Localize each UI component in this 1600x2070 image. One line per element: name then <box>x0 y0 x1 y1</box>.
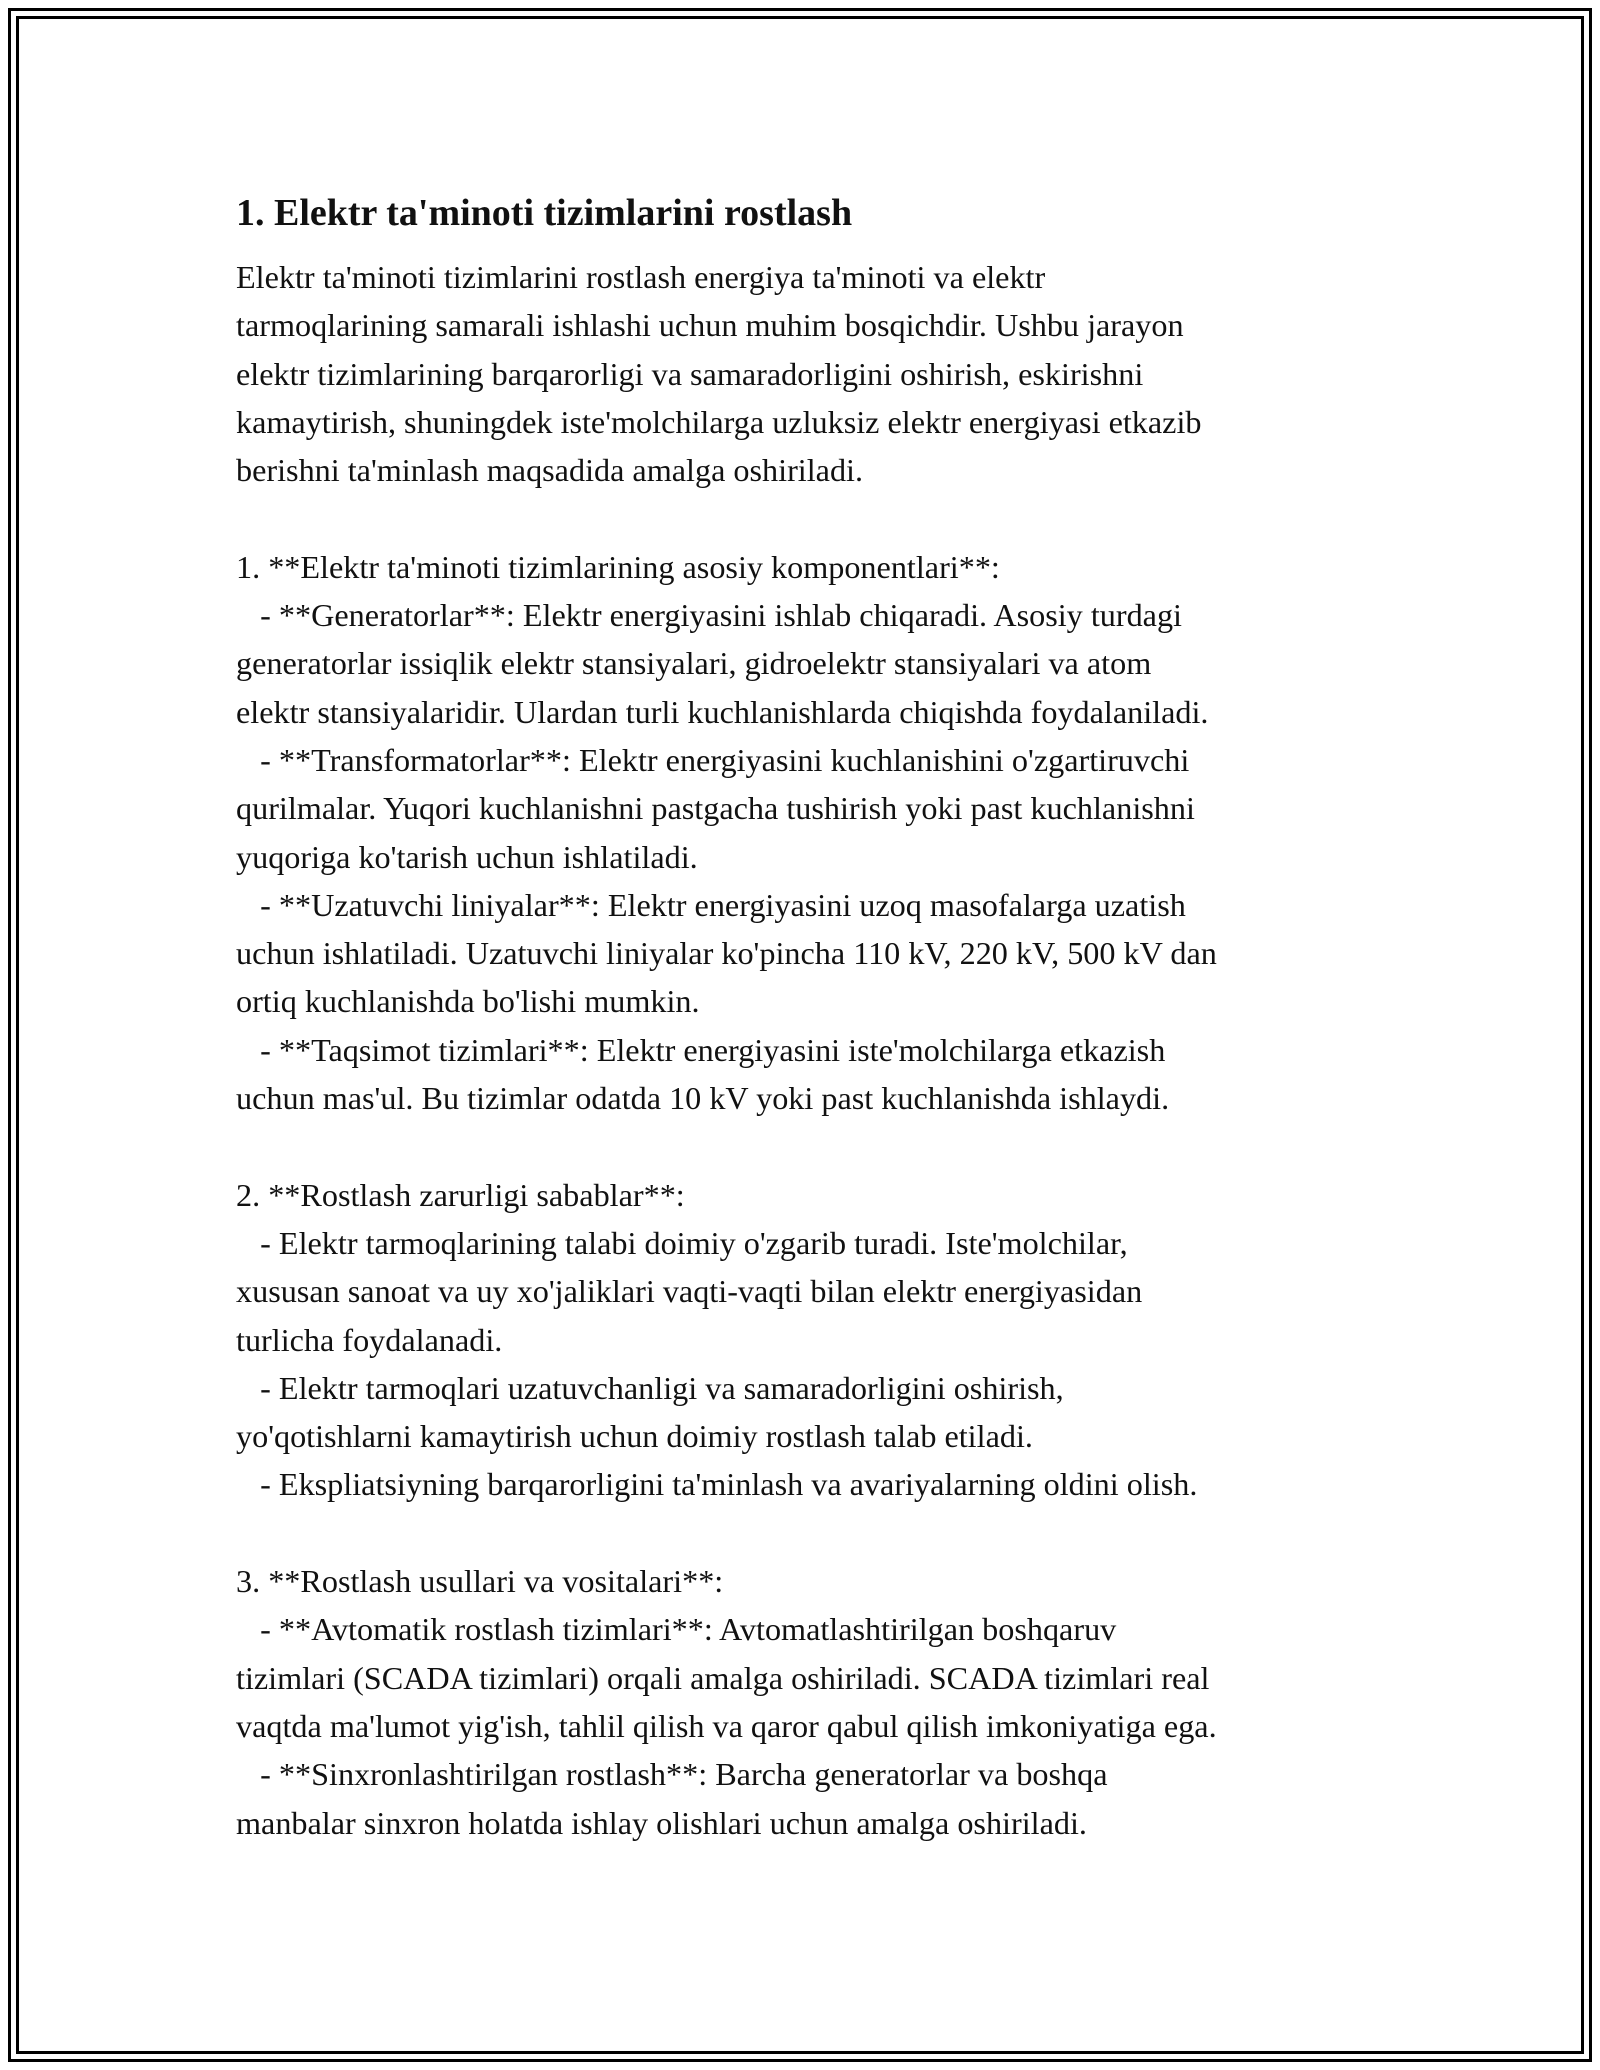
text-line: uchun ishlatiladi. Uzatuvchi liniyalar ko'pincha 110 kV, 220 kV, 500 kV dan <box>236 935 1217 972</box>
text-line: tizimlari (SCADA tizimlari) orqali amalga oshiriladi. SCADA tizimlari real <box>236 1659 1210 1696</box>
blank-line <box>236 1509 1366 1557</box>
text-line: - **Uzatuvchi liniyalar**: Elektr energiyasini uzoq masofalarga uzatish <box>236 886 1186 923</box>
text-line: - **Sinxronlashtirilgan rostlash**: Barcha generatorlar va boshqa <box>236 1756 1108 1793</box>
text-line: 2. **Rostlash zarurligi sabablar**: <box>236 1176 685 1213</box>
text-line: tarmoqlarining samarali ishlashi uchun muhim bosqichdir. Ushbu jarayon <box>236 307 1184 344</box>
text-line: elektr tizimlarining barqarorligi va samaradorligini oshirish, eskirishni <box>236 355 1144 392</box>
text-line: generatorlar issiqlik elektr stansiyalari, gidroelektr stansiyalari va atom <box>236 645 1152 682</box>
document-content <box>236 185 1366 1847</box>
blank-line <box>236 494 1366 542</box>
text-line: - Ekspliatsiyning barqarorligini ta'minlash va avariyalarning oldini olish. <box>236 1466 1198 1503</box>
text-line: - **Avtomatik rostlash tizimlari**: Avtomatlashtirilgan boshqaruv <box>236 1611 1117 1648</box>
text-line: 1. **Elektr ta'minoti tizimlarining asosiy komponentlari**: <box>236 548 1000 585</box>
text-line: ortiq kuchlanishda bo'lishi mumkin. <box>236 983 700 1020</box>
text-line: - Elektr tarmoqlarining talabi doimiy o'zgarib turadi. Iste'molchilar, <box>236 1224 1128 1261</box>
text-line: - Elektr tarmoqlari uzatuvchanligi va samaradorligini oshirish, <box>236 1369 1064 1406</box>
text-line: - **Generatorlar**: Elektr energiyasini ishlab chiqaradi. Asosiy turdagi <box>236 597 1182 634</box>
blank-line <box>236 1122 1366 1170</box>
text-line: Elektr ta'minoti tizimlarini rostlash energiya ta'minoti va elektr <box>236 259 1046 295</box>
text-line: yo'qotishlarni kamaytirish uchun doimiy rostlash talab etiladi. <box>236 1418 1033 1455</box>
text-line: - **Transformatorlar**: Elektr energiyasini kuchlanishini o'zgartiruvchi <box>236 741 1190 778</box>
text-line: vaqtda ma'lumot yig'ish, tahlil qilish va qaror qabul qilish imkoniyatiga ega. <box>236 1707 1217 1744</box>
text-line: yuqoriga ko'tarish uchun ishlatiladi. <box>236 838 698 875</box>
text-line: turlicha foydalanadi. <box>236 1321 503 1358</box>
text-line: elektr stansiyalaridir. Ulardan turli kuchlanishlarda chiqishda foydalaniladi. <box>236 693 1209 730</box>
text-line: berishni ta'minlash maqsadida amalga oshiriladi. <box>236 452 864 489</box>
document-body <box>236 253 1366 1847</box>
text-line: - **Taqsimot tizimlari**: Elektr energiyasini iste'molchilarga etkazish <box>236 1031 1166 1068</box>
text-line: uchun mas'ul. Bu tizimlar odatda 10 kV yoki past kuchlanishda ishlaydi. <box>236 1080 1170 1117</box>
text-line: kamaytirish, shuningdek iste'molchilarga uzluksiz elektr energiyasi etkazib <box>236 403 1202 440</box>
document-title: 1. Elektr ta'minoti tizimlarini rostlash <box>236 192 853 234</box>
text-line: 3. **Rostlash usullari va vositalari**: <box>236 1563 724 1600</box>
text-line: manbalar sinxron holatda ishlay olishlari uchun amalga oshiriladi. <box>236 1804 1087 1841</box>
text-line: qurilmalar. Yuqori kuchlanishni pastgacha tushirish yoki past kuchlanishni <box>236 790 1195 827</box>
text-line: xususan sanoat va uy xo'jaliklari vaqti-vaqti bilan elektr energiyasidan <box>236 1273 1143 1310</box>
